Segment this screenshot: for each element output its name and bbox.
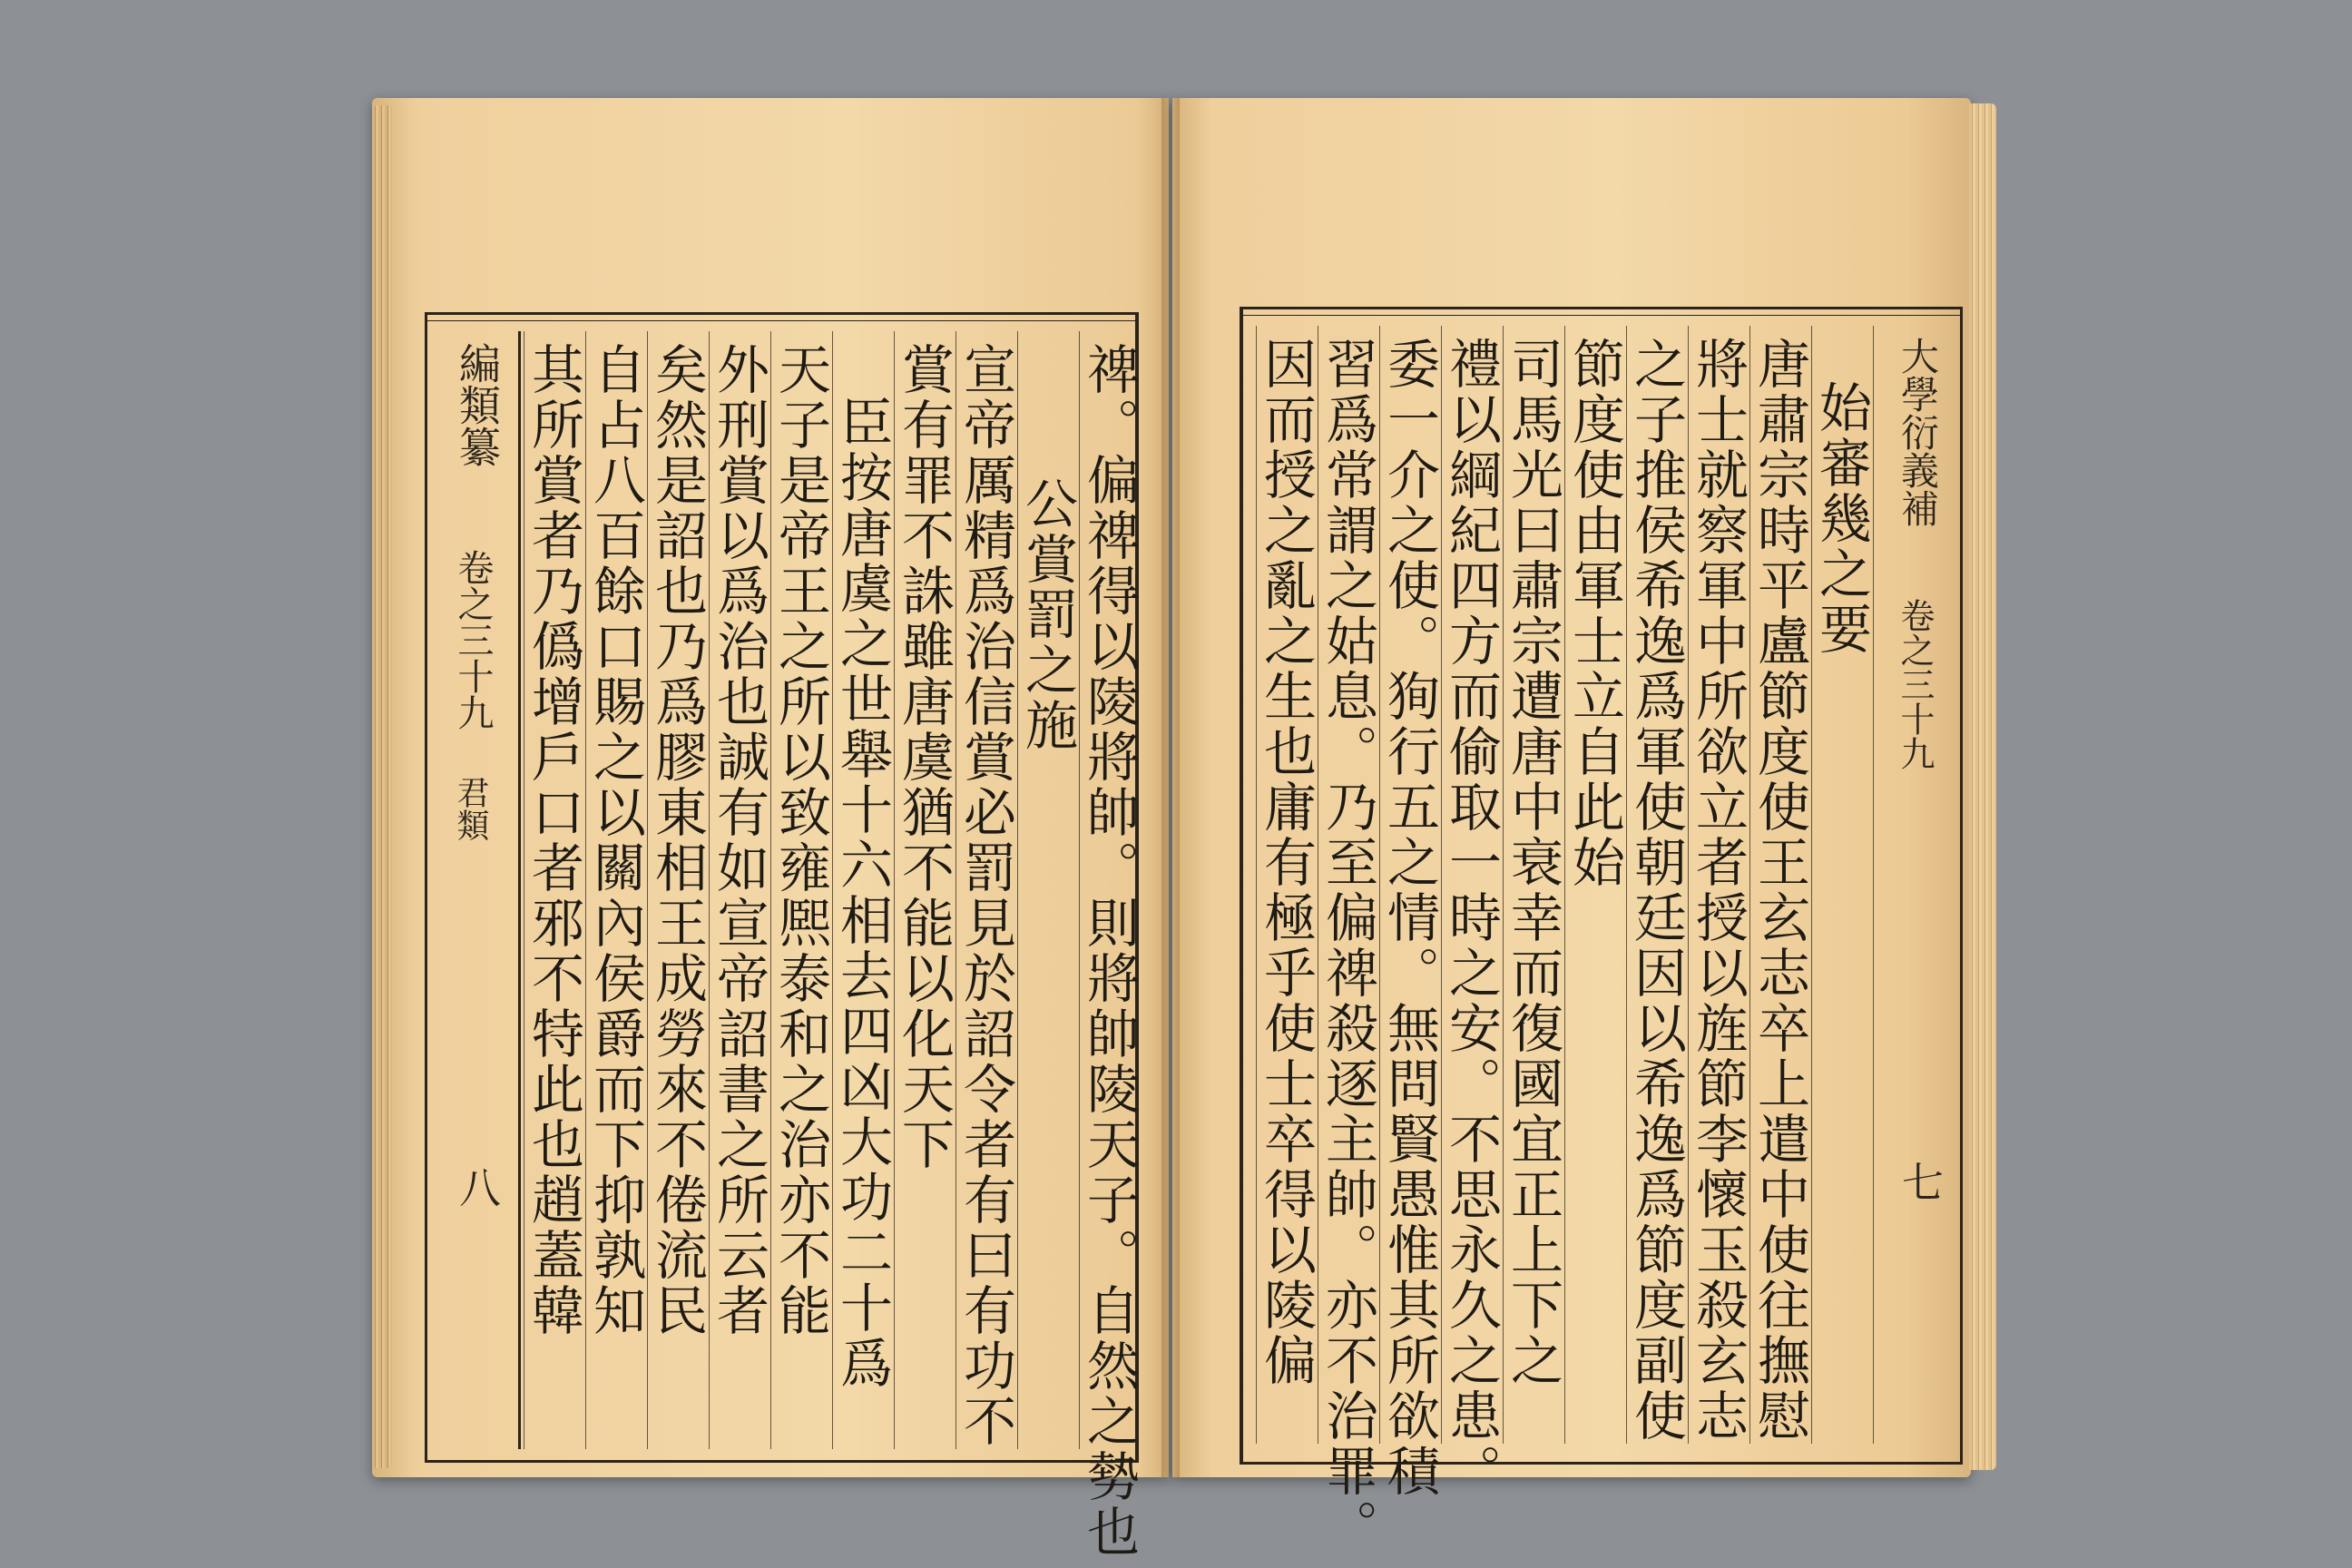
column-text: 賞有罪不誅雖唐虞猶不能以化天下 bbox=[893, 342, 955, 1172]
margin-leaf: 八 bbox=[453, 1166, 502, 1208]
left-col-5 bbox=[831, 331, 893, 1449]
margin-leaf: 七 bbox=[1896, 1161, 1945, 1202]
left-col-8 bbox=[646, 331, 708, 1449]
right-col-4 bbox=[1625, 326, 1687, 1444]
right-page bbox=[1172, 98, 1971, 1554]
left-col-7 bbox=[708, 331, 769, 1449]
right-fold-margin bbox=[1873, 326, 1957, 1444]
column-text: 其所賞者乃僞增戶口者邪不特此也趙蓋韓 bbox=[523, 342, 584, 1338]
right-col-9 bbox=[1317, 326, 1378, 1554]
right-col-3 bbox=[1687, 326, 1749, 1444]
column-text: 因而授之亂之生也庸有極乎使士卒得以陵偏 bbox=[1255, 337, 1317, 1388]
left-col-9 bbox=[584, 331, 646, 1449]
open-book bbox=[356, 98, 2007, 1560]
left-col-10 bbox=[523, 331, 584, 1449]
book-gutter bbox=[1161, 98, 1180, 1477]
column-text: 節度使由軍士立自此始 bbox=[1563, 337, 1625, 890]
column-text: 自占八百餘口賜之以關內侯爵而下抑孰知 bbox=[584, 342, 646, 1338]
left-col-6 bbox=[769, 331, 831, 1449]
column-text: 矣然是詔也乃爲膠東相王成勞來不倦流民 bbox=[646, 342, 708, 1338]
right-col-2 bbox=[1749, 326, 1810, 1444]
right-page-frame bbox=[1240, 307, 1963, 1554]
column-text: 之子推侯希逸爲軍使朝廷因以希逸爲節度副使 bbox=[1625, 337, 1687, 1444]
column-text: 始審幾之要 bbox=[1810, 380, 1872, 657]
right-col-6 bbox=[1502, 326, 1563, 1444]
column-text: 將士就察軍中所欲立者授以旌節李懷玉殺玄志 bbox=[1687, 337, 1749, 1444]
left-col-3 bbox=[955, 331, 1016, 1449]
column-text: 禮以綱紀四方而偷取一時之安。不思永久之患。 bbox=[1440, 337, 1502, 1499]
column-text: 臣按唐虞之世舉十六相去四凶大功二十爲 bbox=[831, 395, 893, 1391]
left-page-edges bbox=[372, 105, 392, 1468]
left-page bbox=[372, 98, 1169, 1560]
right-col-1 bbox=[1810, 326, 1872, 1444]
column-text: 公賞罰之施 bbox=[1016, 476, 1078, 753]
column-text: 委一介之使。狥行五之情。無問賢愚惟其所欲積 bbox=[1378, 337, 1440, 1499]
column-text: 宣帝厲精爲治信賞必罰見於詔令者有曰有功不 bbox=[955, 342, 1016, 1449]
right-col-7 bbox=[1440, 326, 1502, 1499]
margin-title: 編類纂 bbox=[453, 342, 502, 467]
margin-juan: 卷之三十九 bbox=[1895, 598, 1935, 770]
left-col-2 bbox=[1016, 331, 1078, 1449]
right-col-10 bbox=[1255, 326, 1317, 1444]
left-page-frame bbox=[425, 312, 1140, 1560]
right-page-edges bbox=[1969, 103, 1996, 1470]
left-fold-margin bbox=[427, 331, 521, 1449]
right-col-5 bbox=[1563, 326, 1625, 1444]
column-text: 禆。偏禆得以陵將帥。則將帥陵天子。自然之勢也 bbox=[1078, 342, 1140, 1560]
column-text: 習爲常謂之姑息。乃至偏禆殺逐主帥。亦不治罪。 bbox=[1317, 337, 1378, 1554]
margin-juan: 卷之三十九 bbox=[452, 549, 494, 730]
margin-title: 大學衍義補 bbox=[1896, 337, 1940, 527]
column-text: 司馬光曰肅宗遭唐中衰幸而復國宜正上下之 bbox=[1502, 337, 1563, 1388]
left-col-1 bbox=[1078, 331, 1140, 1560]
column-text: 天子是帝王之所以致雍熈泰和之治亦不能 bbox=[769, 342, 831, 1338]
margin-category: 君類 bbox=[452, 776, 489, 841]
right-col-8 bbox=[1378, 326, 1440, 1499]
column-text: 唐肅宗時平盧節度使王玄志卒上遣中使往撫慰 bbox=[1749, 337, 1810, 1444]
column-text: 外刑賞以爲治也誠有如宣帝詔書之所云者 bbox=[708, 342, 769, 1338]
left-col-4 bbox=[893, 331, 955, 1449]
